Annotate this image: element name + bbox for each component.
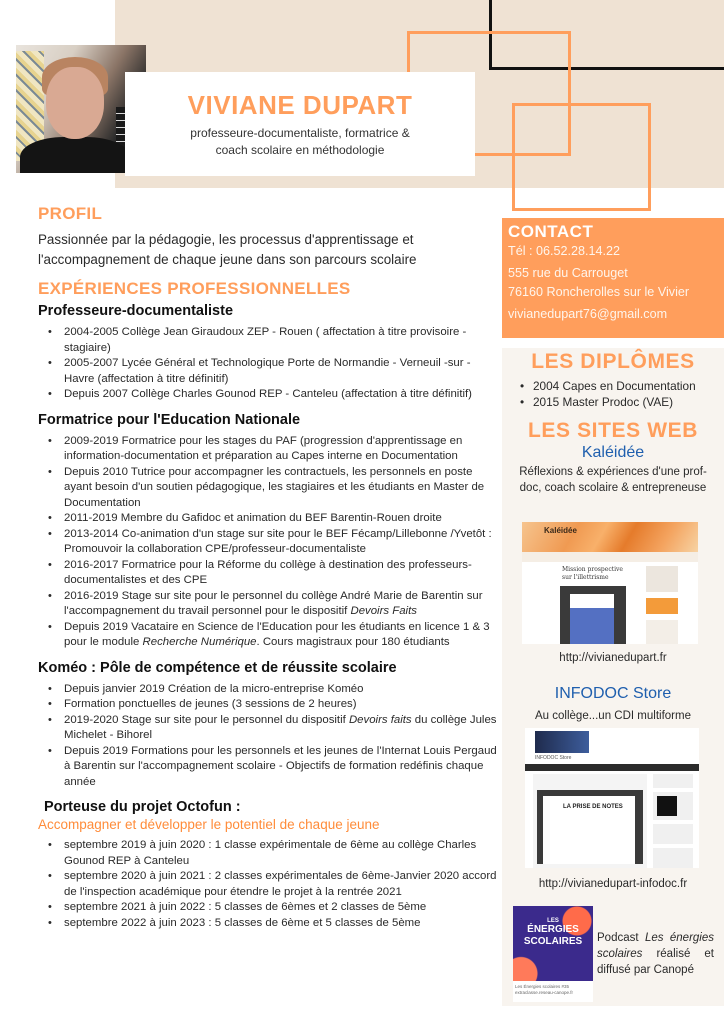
screenshot-logo: [535, 731, 589, 753]
list-item: • septembre 2019 à juin 2020 : 1 classe expérimentale de 6ème au collège Charles Gounod REP à Canteleu: [38, 838, 500, 869]
list-item: • 2015 Master Prodoc (VAE): [520, 394, 724, 410]
list-item: [38, 589, 500, 620]
site-description-line: Réflexions & expériences d'une prof-: [519, 466, 707, 478]
subtitle-line: coach scolaire en méthodologie: [215, 143, 385, 157]
list-item: • 2011-2019 Membre du Gafidoc et animation du BEF Barentin-Rouen droite: [38, 511, 500, 527]
screenshot-widget: [653, 824, 693, 844]
item-italic-text: Recherche Numérique: [142, 636, 257, 648]
podcast-card[interactable]: [513, 906, 593, 1002]
profile-text: [38, 230, 500, 270]
list-item: • 2009-2019 Formatrice pour les stages du PAF (progression d'apprentissage en information-documentation et préparation au Capes interne en Documentation: [38, 434, 500, 465]
item-text: du collège Jules Michelet - Bihorel: [64, 713, 497, 741]
websites-heading: LES SITES WEB: [528, 419, 698, 442]
diplomas-heading: LES DIPLÔMES: [531, 350, 695, 373]
infodoc-screenshot[interactable]: [525, 728, 699, 868]
podcast-caption: [513, 981, 593, 996]
job-title: Koméo : Pôle de compétence et de réussite scolaire: [38, 659, 397, 676]
list-item: • septembre 2022 à juin 2023 : 5 classes de 6ème et 5 classes de 5ème: [38, 916, 500, 932]
person-subtitle: [125, 125, 475, 159]
octofun-title: Porteuse du projet Octofun :: [44, 799, 241, 815]
job-list: [38, 325, 500, 403]
experience-heading: EXPÉRIENCES PROFESSIONNELLES: [38, 279, 351, 298]
podcast-caption-line: extraclasse.reseau-canope.fr: [515, 990, 574, 995]
job-list: [38, 682, 500, 791]
diplomas-list: [502, 378, 724, 410]
list-item: • Depuis janvier 2019 Création de la micro-entreprise Koméo: [38, 682, 500, 698]
podcast-art-text: LES: [547, 918, 559, 924]
list-item: • septembre 2021 à juin 2022 : 5 classes de 6èmes et 2 classes de 5ème: [38, 900, 500, 916]
list-item: • septembre 2020 à juin 2021 : 2 classes expérimentales de 6ème-Janvier 2020 accord de l'inspection académique pour étendre le projet à la rentrée 2021: [38, 869, 500, 900]
item-italic-text: Devoirs Faits: [350, 605, 417, 617]
list-item: • 2005-2007 Lycée Général et Technologique Porte de Normandie - Verneuil -sur -Havre (affectation à titre définitif): [38, 356, 500, 387]
photo-shirt: [20, 137, 130, 173]
site-description-line: doc, coach scolaire & entrepreneuse: [519, 482, 707, 494]
profile-line: Passionnée par la pédagogie, les processus d'apprentissage et: [38, 232, 414, 247]
item-text: . Cours magistraux pour 180 étudiants: [256, 636, 450, 648]
contact-address-line: 555 rue du Carrouget: [508, 266, 628, 280]
profile-heading: PROFIL: [38, 204, 103, 223]
item-text: Depuis 2019 Vacataire en Science de l'Education pour les étudiants en licence 1 & 3 pour le module: [64, 620, 490, 648]
screenshot-widget: [653, 848, 693, 868]
contact-email[interactable]: vivianedupart76@gmail.com: [508, 307, 668, 321]
screenshot-widget: [653, 792, 693, 820]
octofun-list: [38, 838, 500, 931]
list-item: • 2004-2005 Collège Jean Giraudoux ZEP - Rouen ( affectation à titre provisoire - stagiaire): [38, 325, 500, 356]
list-item: [38, 620, 500, 651]
list-item: • 2004 Capes en Documentation: [520, 378, 724, 394]
job-block: [38, 303, 500, 403]
podcast-art-text: ÉNERGIES: [527, 924, 579, 935]
screenshot-nav: [525, 764, 699, 771]
screenshot-widget: [646, 598, 678, 614]
podcast-text: réalisé et diffusé par Canopé: [597, 948, 714, 976]
decorative-orange-frame: [512, 103, 651, 211]
person-name: VIVIANE DUPART: [187, 90, 413, 120]
job-block: [38, 660, 500, 791]
podcast-caption-line: Les Énergies scolaires #35: [515, 984, 570, 989]
site-url-kaleidee[interactable]: http://vivianedupart.fr: [559, 652, 667, 664]
contact-address-line: 76160 Roncherolles sur le Vivier: [508, 285, 690, 299]
site-name-infodoc[interactable]: INFODOC Store: [554, 685, 672, 702]
contact-phone: Tél : 06.52.28.14.22: [508, 244, 621, 258]
subtitle-line: professeure-documentaliste, formatrice &: [190, 126, 410, 140]
list-item: • Depuis 2007 Collège Charles Gounod REP - Canteleu (affectation à titre définitif): [38, 387, 500, 403]
podcast-artwork: [513, 906, 593, 981]
site-description: [502, 464, 724, 496]
podcast-title: Les énergies scolaires: [597, 932, 714, 960]
job-title: Formatrice pour l'Education Nationale: [38, 411, 301, 428]
contact-heading: CONTACT: [508, 222, 594, 241]
screenshot-site-title: INFODOC Store: [535, 755, 572, 761]
screenshot-document: [560, 586, 626, 644]
contact-box: [502, 218, 724, 338]
podcast-description: [597, 930, 714, 978]
kaleidee-screenshot[interactable]: [522, 522, 698, 644]
screenshot-nav: [522, 552, 698, 562]
job-list: [38, 434, 500, 651]
job-title: Professeure-documentaliste: [38, 303, 234, 319]
profile-line: l'accompagnement de chaque jeune dans son parcours scolaire: [38, 252, 417, 267]
main-column: [38, 204, 500, 931]
site-url-infodoc[interactable]: http://vivianedupart-infodoc.fr: [538, 878, 688, 890]
item-italic-text: Devoirs faits: [348, 713, 412, 726]
site-name-kaleidee[interactable]: Kaléidée: [581, 444, 645, 461]
job-block: [38, 412, 500, 651]
item-text: 2016-2019 Stage sur site pour le personnel du collège André Marie de Barentin sur l'accompagnement du travail personnel pour le dispositif: [64, 589, 483, 617]
screenshot-site-title: Kaléidée: [544, 526, 577, 535]
screenshot-page: [543, 796, 635, 864]
list-item: • Depuis 2019 Formations pour les personnels et les jeunes de l'Internat Louis Pergaud à Barentin sur l'accompagnement scolaire - Objectifs de formation redéfinis chaque année: [38, 744, 500, 791]
screenshot-doc-title: LA PRISE DE NOTES: [563, 804, 623, 810]
list-item: • 2013-2014 Co-animation d'un stage sur site pour le BEF Fécamp/Lillebonne /Yvetôt : Promouvoir la collaboration CPE/professeur-documentaliste: [38, 527, 500, 558]
item-text: 2019-2020 Stage sur site pour le personnel du dispositif: [64, 713, 349, 726]
octofun-subtitle: Accompagner et développer le potentiel de chaque jeune: [38, 817, 380, 832]
photo-face: [46, 67, 104, 139]
screenshot-post-title: Mission prospective sur l'illettrisme: [562, 566, 623, 581]
list-item: • Depuis 2010 Tutrice pour accompagner les contractuels, les personnels en poste ayant besoin d'un soutien pédagogique, les stagiaires et les étudiants en Master de Documentation: [38, 465, 500, 512]
screenshot-banner: [522, 522, 698, 552]
screenshot-widget: [653, 774, 693, 788]
list-item: • 2016-2017 Formatrice pour la Réforme du collège à destination des professeurs-documentalistes et des CPE: [38, 558, 500, 589]
podcast-text: Podcast: [597, 932, 645, 944]
site-description: Au collège...un CDI multiforme: [535, 710, 691, 722]
screenshot-widget: [646, 620, 678, 644]
list-item: [38, 713, 500, 744]
podcast-art-text: SCOLAIRES: [523, 936, 583, 947]
screenshot-widget: [646, 566, 678, 592]
list-item: • Formation ponctuelles de jeunes (3 sessions de 2 heures): [38, 697, 500, 713]
name-card: [125, 72, 475, 176]
sidebar: [502, 348, 724, 496]
